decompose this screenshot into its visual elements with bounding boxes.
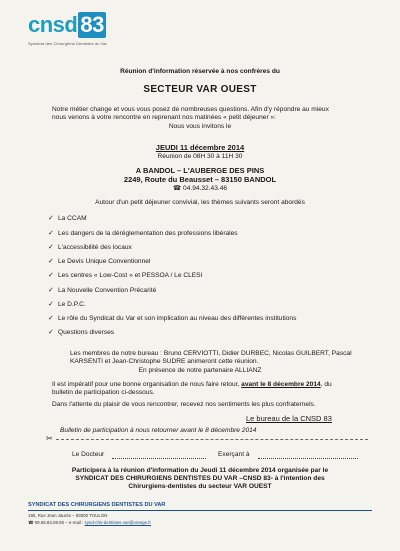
checkmark-icon: ✓ (48, 329, 54, 336)
event-phone-number: 04.94.32.43.46 (183, 185, 228, 192)
footer-address: 195, Rue Jean Jaurès – 83000 TOULON (28, 513, 108, 518)
participation-line-3: Chirurgiens-dentistes du secteur VAR OUEST (128, 483, 272, 490)
bulletin-note: Bulletin de participation à nous retourner avant le 8 décembre 2014 (60, 427, 257, 434)
document-title: SECTEUR VAR OUEST (143, 84, 257, 95)
signature: Le bureau de la CNSD 83 (246, 414, 332, 423)
cnsd-logo (28, 12, 138, 54)
topic-item: ✓ L'accessibilité des locaux (48, 244, 132, 251)
scissors-icon: ✂ (46, 434, 53, 443)
checkmark-icon: ✓ (48, 244, 54, 251)
phone-icon: ☎ (172, 185, 182, 192)
topic-item: ✓ Les centres « Low-Cost » et PESSOA / Le CLESI (48, 272, 203, 279)
place-label: Exerçant à (218, 451, 250, 458)
logo-text: cnsd (28, 12, 78, 37)
checkmark-icon: ✓ (48, 230, 54, 237)
topic-item: ✓ Le D.P.C. (48, 301, 86, 308)
logo-number: 83 (80, 12, 104, 37)
members-line-1: Les membres de notre bureau : Bruno CERVIOTTI, Didier DURBEC, Nicolas GUILBERT, Pascal (70, 350, 352, 357)
footer-divider (28, 510, 372, 511)
logo-tagline: Syndicat des Chirurgiens Dentistes du Var (28, 41, 107, 46)
deadline-text: avant le 8 décembre 2014 (241, 381, 321, 388)
members-line-2: KARSENTI et Jean-Christophe SUDRE animeront cette réunion. (70, 358, 259, 365)
checkmark-icon: ✓ (48, 301, 54, 308)
topic-item: ✓ Le rôle du Syndicat du Var et son implication au niveau des différentes institutions (48, 315, 297, 322)
urgent-line-1: Il est impératif pour une bonne organisation de nous faire retour, avant le 8 décembre 2014, du (52, 381, 332, 388)
topic-item: ✓ La Nouvelle Convention Précarité (48, 287, 157, 294)
practice-location-field[interactable] (258, 458, 358, 459)
closing-line: Dans l'attente du plaisir de vous rencontrer, recevez nos sentiments les plus confraternels. (52, 401, 316, 408)
checkmark-icon: ✓ (48, 315, 54, 322)
checkmark-icon: ✓ (48, 215, 54, 222)
checkmark-icon: ✓ (48, 272, 54, 279)
intro-paragraph-line-2: nous venons à votre rencontre en reprenant nos matinées « petit déjeuner »: (52, 114, 276, 121)
checkmark-icon: ✓ (48, 258, 54, 265)
intro-paragraph-line-3: Nous vous invitons le (168, 123, 232, 130)
event-venue: A BANDOL – L'AUBERGE DES PINS (135, 166, 265, 175)
topic-item: ✓ La CCAM (48, 215, 87, 222)
topic-item: ✓ Le Devis Unique Conventionnel (48, 258, 151, 265)
members-line-3: En présence de notre partenaire ALLIANZ (138, 367, 262, 374)
footer-organization: SYNDICAT DES CHIRURGIENS DENTISTES DU VAR (28, 502, 166, 508)
intro-paragraph-line-1: Notre métier change et vous vous posez de nombreuses questions. Afin d'y répondre au mieux (52, 106, 329, 113)
footer-contact: ☎ 09.66.84.08.90 – e-mail : synd-chir-dentistes-var@orange.fr (28, 520, 151, 525)
cut-line (56, 439, 368, 440)
event-time: Réunion de 08H 30 à 11H 30 (157, 153, 243, 160)
urgent-line-2: bulletin de participation ci-dessous. (52, 389, 155, 396)
doctor-label: Le Docteur (72, 451, 105, 458)
event-date: JEUDI 11 décembre 2014 (155, 143, 245, 152)
participation-line-1: Participera à la réunion d'information du Jeudi 11 décembre 2014 organisée par le (71, 467, 329, 474)
footer-email-link[interactable]: synd-chir-dentistes-var@orange.fr (84, 520, 151, 525)
event-address: 2249, Route du Beausset – 83150 BANDOL (123, 175, 277, 184)
phone-icon: ☎ (28, 520, 34, 525)
topic-item: ✓ Les dangers de la déréglementation des professions libérales (48, 230, 238, 237)
doctor-name-field[interactable] (112, 458, 206, 459)
intro-line: Réunion d'information réservée à nos confrères du (120, 68, 280, 75)
topic-item: ✓ Questions diverses (48, 329, 115, 336)
topics-intro: Autour d'un petit déjeuner convivial, les thèmes suivants seront abordés (95, 199, 305, 206)
event-phone (0, 185, 400, 193)
checkmark-icon: ✓ (48, 287, 54, 294)
participation-line-2: SYNDICAT DES CHIRURGIENS DENTISTES DU VAR –CNSD 83- à l'intention des (75, 475, 325, 482)
